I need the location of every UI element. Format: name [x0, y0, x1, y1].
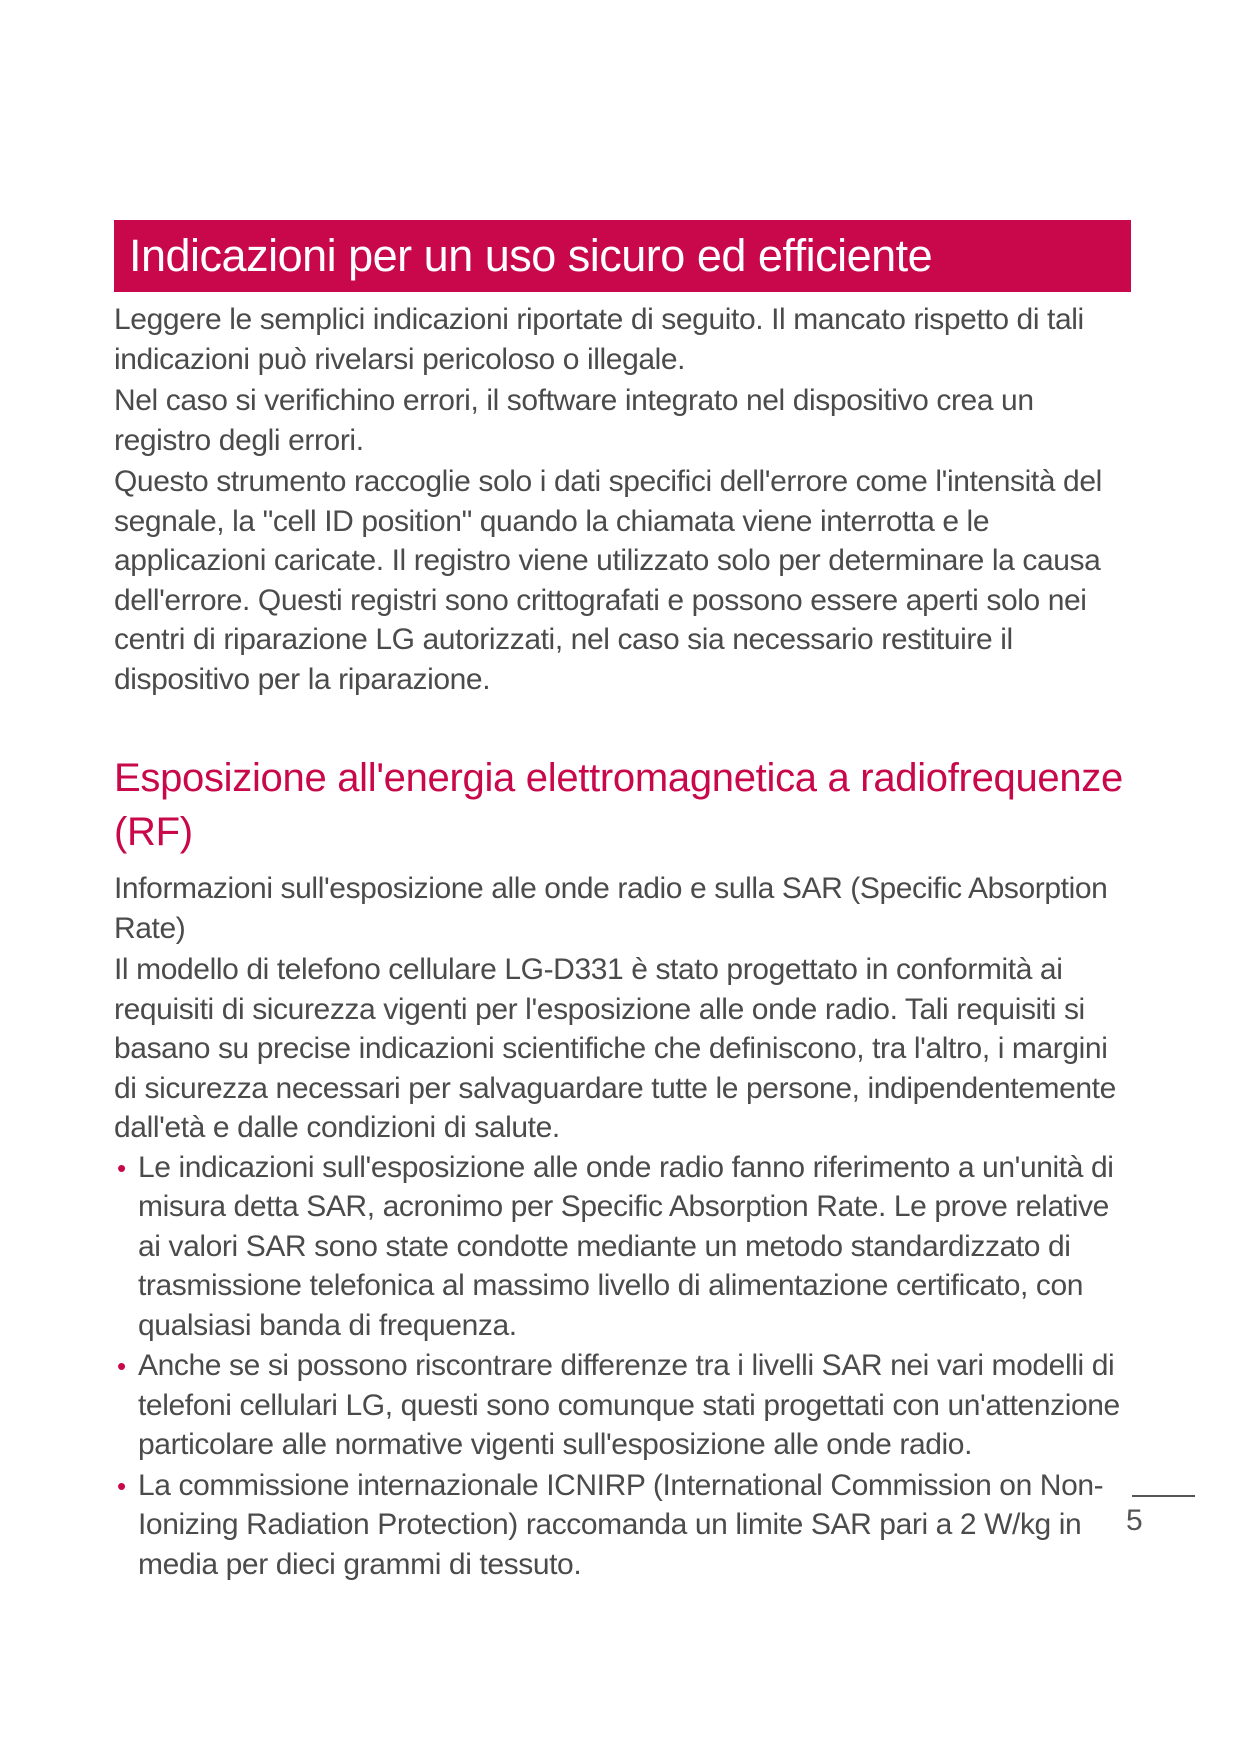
bullet-text: Anche se si possono riscontrare differenze tra i livelli SAR nei vari modelli di telefoni cellulari LG, questi sono comunque stati progettati con un'attenzione particolare alle normative vigenti sull'esposizione alle onde radio. [138, 1349, 1120, 1461]
bullet-text: Le indicazioni sull'esposizione alle onde radio fanno riferimento a un'unità di misura detta SAR, acronimo per Specific Absorption Rate. Le prove relative ai valori SAR sono state condotte mediante un metodo standardizzato di trasmissione telefonica al massimo livello di alimentazione certificato, con qualsiasi banda di frequenza. [138, 1150, 1114, 1342]
bullet-icon: • [117, 1470, 126, 1501]
list-item [114, 1466, 1134, 1585]
list-item [114, 1148, 1134, 1346]
bullet-icon: • [117, 1351, 126, 1381]
rf-subheading: Informazioni sull'esposizione alle onde radio e sulla SAR (Specific Absorption Rate) [114, 872, 1108, 945]
rf-body-paragraph: Il modello di telefono cellulare LG-D331 è stato progettato in conformità ai requisiti di sicurezza vigenti per l'esposizione alle onde radio. Tali requisiti si basano su precise indicazioni scientifiche che definiscono, tra l'altro, i margini di sicurezza necessari per salvaguardare tutte le persone, indipendentemente dall'età e dalle condizioni di salute. [114, 953, 1116, 1144]
bullet-text: La commissione internazionale ICNIRP (International Commission on Non-Ionizing Radiation Protection) raccomanda un limite SAR pari a 2 W/kg in media per dieci grammi di tessuto. [138, 1468, 1104, 1581]
title-banner [114, 220, 1131, 292]
page-title: Indicazioni per un uso sicuro ed efficiente [129, 230, 933, 281]
rf-section-heading: Esposizione all'energia elettromagnetica a radiofrequenze (RF) [114, 756, 1123, 854]
page-content [114, 300, 1134, 1585]
page-number-rule [1132, 1495, 1195, 1497]
page-number: 5 [1126, 1504, 1143, 1537]
intro-paragraph-3: Questo strumento raccoglie solo i dati specifici dell'errore come l'intensità del segnale, la "cell ID position" quando la chiamata viene interrotta e le applicazioni caricate. Il registro viene utilizzato solo per determinare la causa dell'errore. Questi registri sono crittografati e possono essere aperti solo nei centri di riparazione LG autorizzati, nel caso sia necessario restituire il dispositivo per la riparazione. [114, 465, 1102, 696]
intro-paragraph-2: Nel caso si verifichino errori, il software integrato nel dispositivo crea un registro degli errori. [114, 384, 1034, 457]
intro-paragraph-1: Leggere le semplici indicazioni riportate di seguito. Il mancato rispetto di tali indicazioni può rivelarsi pericoloso o illegale. [114, 303, 1084, 376]
rf-bullet-list [114, 1148, 1134, 1585]
bullet-icon: • [117, 1152, 126, 1183]
list-item [114, 1346, 1134, 1465]
